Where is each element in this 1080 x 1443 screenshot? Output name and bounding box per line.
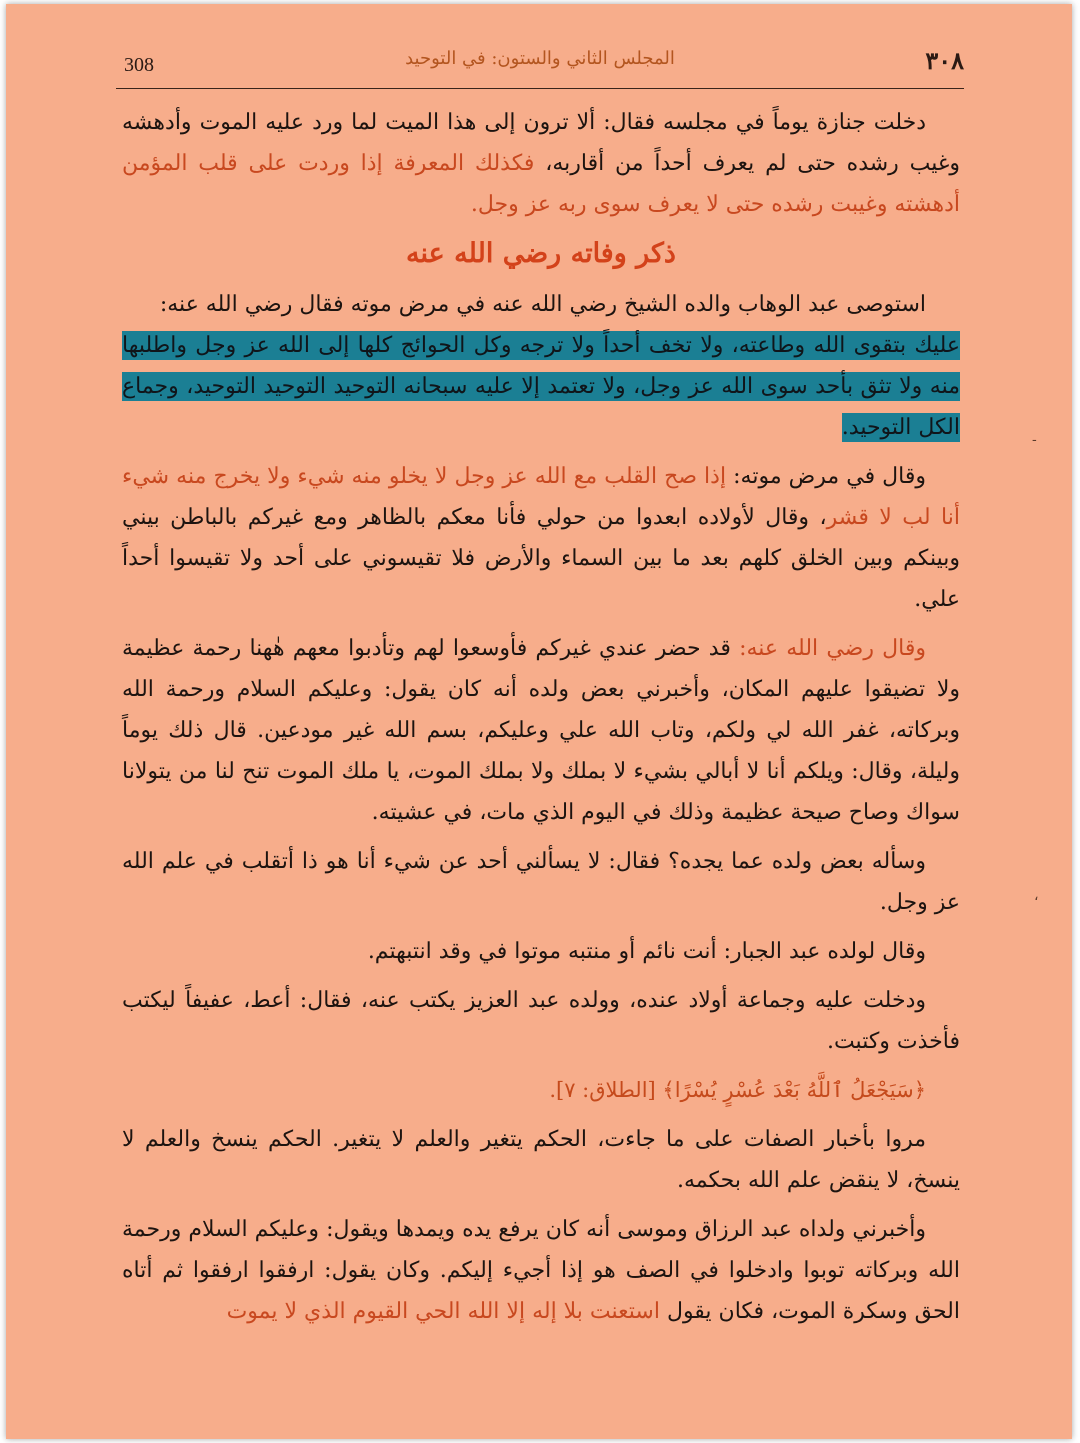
paragraph-attributes: مروا بأخبار الصفات على ما جاءت، الحكم يتغير والعلم لا يتغير. الحكم ينسخ والعلم لا ينسخ، لا ينقض علم الله بحكمه. — [122, 1127, 960, 1193]
paragraph-text: قد حضر عندي غيركم فأوسعوا لهم وتأدبوا معهم هٰهنا رحمة عظيمة ولا تضيقوا عليهم المكان، وأخبرني بعض ولده أنه كان يقول: وعليكم السلام ورحمة الله وبركاته، غفر الله لي ولكم، وتاب الله علي وعليكم، بسم الله غير مودعين. قال ذلك يوماً وليلة، وقال: ويلكم أنا لا أبالي بشيء لا بملك ولا بملك الموت، يا ملك الموت تنح لنا من يتولانا سواك وصاح صيحة عظيمة وذلك في اليوم الذي مات، في عشيته. — [122, 636, 960, 825]
selection-highlight[interactable]: عليك بتقوى الله وطاعته، ولا تخف أحداً ولا ترجه وكل الحوائج كلها إلى الله عز وجل واطلبها منه ولا تثق بأحد سوى الله عز وجل، ولا تعتمد إلا عليه سبحانه التوحيد التوحيد التوحيد، وجماع الكل التوحيد. — [122, 333, 960, 440]
main-text — [122, 102, 960, 1340]
page-number-latin: 308 — [124, 54, 154, 76]
highlighted-text-red: وقال رضي الله عنه: — [739, 636, 927, 661]
running-title: المجلس الثاني والستون: في التوحيد — [405, 48, 675, 69]
paragraph-text: وقال في مرض موته: — [733, 464, 926, 489]
highlighted-text-red: فكذلك المعرفة إذا وردت على قلب المؤمن أدهشته وغيبت رشده حتى لا يعرف سوى ربه عز وجل. — [122, 151, 960, 217]
paragraph-question: وسأله بعض ولده عما يجده؟ فقال: لا يسألني أحد عن شيء أنا هو ذا أتقلب في علم الله عز وجل. — [122, 849, 960, 915]
section-heading: ذكر وفاته رضي الله عنه — [406, 238, 676, 269]
header-divider — [116, 88, 964, 89]
highlighted-text-red: إذا صح القلب مع الله عز وجل لا يخلو منه شيء ولا يخرج منه شيء أنا لب لا قشر — [122, 464, 960, 530]
book-page — [6, 4, 1072, 1439]
margin-mark: ، — [1034, 888, 1039, 904]
margin-mark: - — [1032, 432, 1037, 448]
highlighted-text-red: استعنت بلا إله إلا الله الحي القيوم الذي لا يموت — [226, 1299, 667, 1324]
paragraph-text: دخلت جنازة يوماً في مجلسه فقال: ألا ترون إلى هذا الميت لما ورد عليه الموت وأدهشه وغيب رشده حتى لم يعرف أحداً من أقاربه، — [122, 110, 960, 176]
paragraph-abduljabbar: وقال لولده عبد الجبار: أنت نائم أو منتبه موتوا في وقد انتبهتم. — [367, 939, 926, 964]
page-header — [116, 44, 964, 84]
page-number-arabic: ٣٠٨ — [925, 46, 964, 75]
paragraph-testament — [122, 284, 960, 325]
paragraph-illness — [122, 456, 960, 620]
paragraph-funeral — [122, 102, 960, 225]
paragraph-writing: ودخلت عليه وجماعة أولاد عنده، وولده عبد العزيز يكتب عنه، فقال: أعط، عفيفاً ليكتب فأخذت وكتبت. — [122, 988, 960, 1054]
paragraph-text: استوصى عبد الوهاب والده الشيخ رضي الله عنه في مرض موته فقال رضي الله عنه: — [159, 292, 926, 317]
paragraph-guests — [122, 628, 960, 833]
paragraph-text: ، وقال لأولاده ابعدوا من حولي فأنا معكم بالظاهر ومع غيركم بالباطن بيني وبينكم وبين الخلق كلهم بعد ما بين السماء والأرض فلا تقيسوني على أحد ولا تقيسوا أحداً علي. — [122, 505, 960, 612]
paragraph-final — [122, 1209, 960, 1332]
paragraph-highlighted — [122, 325, 960, 448]
quran-verse: ﴿سَيَجْعَلُ ٱللَّهُ بَعْدَ عُسْرٍ يُسْرًا﴾ [الطلاق: ٧]. — [549, 1078, 926, 1102]
paragraph-text: وأخبرني ولداه عبد الرزاق وموسى أنه كان يرفع يده ويمدها ويقول: وعليكم السلام ورحمة الله وبركاته توبوا وادخلوا في الصف هو إذا أجيء إليكم. وكان يقول: ارفقوا ارفقوا ثم أتاه الحق وسكرة الموت، فكان يقول — [122, 1217, 960, 1324]
